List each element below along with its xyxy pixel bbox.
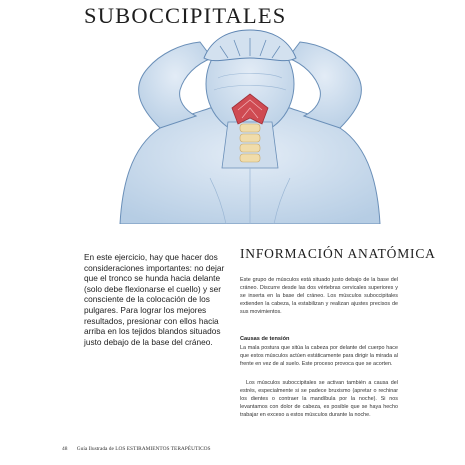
book-title: Guía Ilustrada de LOS ESTIRAMIENTOS TERAPÉUTICOS bbox=[76, 446, 211, 452]
intro-paragraph: En este ejercicio, hay que hacer dos consideraciones importantes: no dejar que el tronco se hunda hacia delante (solo debe flexionarse el cuello) y ser consciente de la colocación de los pulgares. Para lograr los mejores resultados, presionar con ellos hacia arriba en los tejidos blandos situados justo debajo de la base del cráneo. bbox=[84, 252, 225, 347]
tension-paragraph-1: La mala postura que sitúa la cabeza por delante del cuerpo hace que estos músculos actúen estáticamente para dirigir la mirada al frente en vez de al suelo. Este proceso provoca que se acorten. bbox=[240, 345, 398, 367]
suboccipital-stretch-illustration bbox=[100, 28, 400, 224]
tension-paragraph-2: Los músculos suboccipitales se activan también a causa del estrés, especialmente si se padece bruxismo (apretar o rechinar los dientes o contraer la mandíbula por la noche). Si nos levantamos con dolor de cabeza, es posible que se haya hecho trabajar en exceso a estos músculos durante la noche. bbox=[240, 380, 398, 418]
page-number: 48 bbox=[62, 446, 68, 452]
page-title: SUBOCCIPITALES bbox=[84, 3, 287, 28]
tension-causes-heading: Causas de tensión bbox=[240, 336, 290, 342]
anatomical-info-body: Este grupo de músculos está situado justo debajo de la base del cráneo. Discurre desde las dos vértebras cervicales superiores y se inserta en la base del cráneo. Los músculos suboccipitales extienden la cabeza, la estabilizan y realizan ajustes precisos de sus movimientos. bbox=[240, 277, 398, 315]
anatomical-info-heading: INFORMACIÓN ANATÓMICA bbox=[240, 246, 436, 261]
page-footer bbox=[62, 446, 211, 452]
